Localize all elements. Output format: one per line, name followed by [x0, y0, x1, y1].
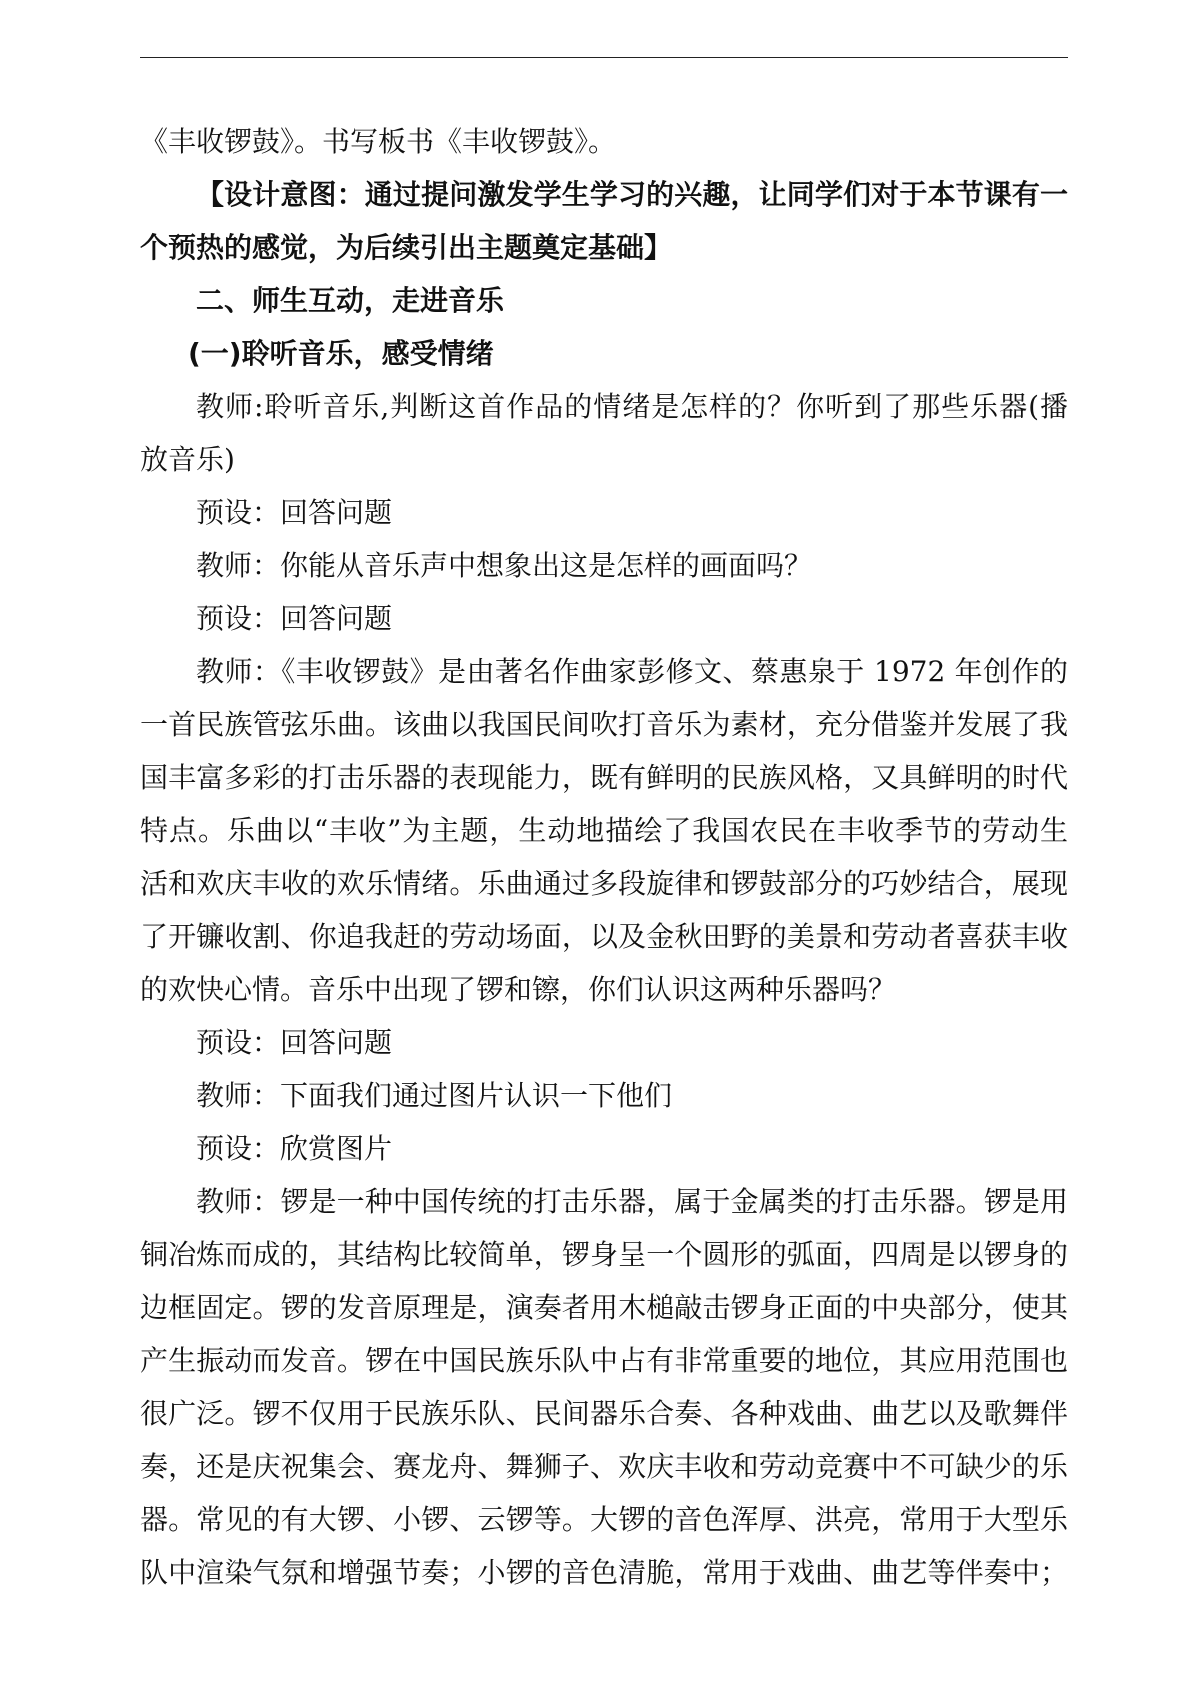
paragraph-line: 铜冶炼而成的，其结构比较简单，锣身呈一个圆形的弧面，四周是以锣身的 [140, 1238, 1068, 1271]
design-intent-line: 【设计意图：通过提问激发学生学习的兴趣，让同学们对于本节课有一 [196, 178, 1068, 211]
paragraph-line: 奏，还是庆祝集会、赛龙舟、舞狮子、欢庆丰收和劳动竞赛中不可缺少的乐 [140, 1450, 1068, 1483]
paragraph-line: 器。常见的有大锣、小锣、云锣等。大锣的音色浑厚、洪亮，常用于大型乐 [140, 1503, 1068, 1536]
paragraph-line: 放音乐) [140, 443, 235, 476]
paragraph-line: 教师:聆听音乐,判断这首作品的情绪是怎样的？你听到了那些乐器(播 [196, 390, 1068, 423]
paragraph-line: 教师：你能从音乐声中想象出这是怎样的画面吗？ [196, 549, 813, 582]
paragraph-line: 预设：回答问题 [196, 602, 393, 635]
header-rule [140, 57, 1068, 58]
paragraph-line: 活和欢庆丰收的欢乐情绪。乐曲通过多段旋律和锣鼓部分的巧妙结合，展现 [140, 867, 1068, 900]
paragraph-line: 边框固定。锣的发音原理是，演奏者用木槌敲击锣身正面的中央部分，使其 [140, 1291, 1068, 1324]
paragraph-line: 国丰富多彩的打击乐器的表现能力，既有鲜明的民族风格，又具鲜明的时代 [140, 761, 1068, 794]
paragraph-line: 队中渲染气氛和增强节奏；小锣的音色清脆，常用于戏曲、曲艺等伴奏中； [140, 1556, 1068, 1589]
paragraph-line: 教师：下面我们通过图片认识一下他们 [196, 1079, 673, 1112]
paragraph-line: 很广泛。锣不仅用于民族乐队、民间器乐合奏、各种戏曲、曲艺以及歌舞伴 [140, 1397, 1068, 1430]
paragraph-line: 预设：回答问题 [196, 1026, 393, 1059]
text-line: 《丰收锣鼓》。书写板书《丰收锣鼓》。 [140, 125, 617, 158]
paragraph-line: 预设：欣赏图片 [196, 1132, 393, 1165]
paragraph-line: 产生振动而发音。锣在中国民族乐队中占有非常重要的地位，其应用范围也 [140, 1344, 1068, 1377]
paragraph-line: 预设：回答问题 [196, 496, 393, 529]
design-intent-line: 个预热的感觉，为后续引出主题奠定基础】 [140, 231, 673, 264]
subsection-heading: (一)聆听音乐，感受情绪 [188, 337, 494, 370]
paragraph-line: 的欢快心情。音乐中出现了锣和镲，你们认识这两种乐器吗？ [140, 973, 897, 1006]
paragraph-line: 一首民族管弦乐曲。该曲以我国民间吹打音乐为素材，充分借鉴并发展了我 [140, 708, 1068, 741]
document-body [140, 124, 1068, 1608]
paragraph-line: 教师：锣是一种中国传统的打击乐器，属于金属类的打击乐器。锣是用 [196, 1185, 1068, 1218]
paragraph-line: 教师：《丰收锣鼓》是由著名作曲家彭修文、蔡惠泉于 1972 年创作的 [196, 655, 1068, 688]
paragraph-line: 特点。乐曲以“丰收”为主题，生动地描绘了我国农民在丰收季节的劳动生 [140, 814, 1068, 847]
section-heading: 二、师生互动，走进音乐 [196, 284, 505, 317]
paragraph-line: 了开镰收割、你追我赶的劳动场面，以及金秋田野的美景和劳动者喜获丰收 [140, 920, 1068, 953]
